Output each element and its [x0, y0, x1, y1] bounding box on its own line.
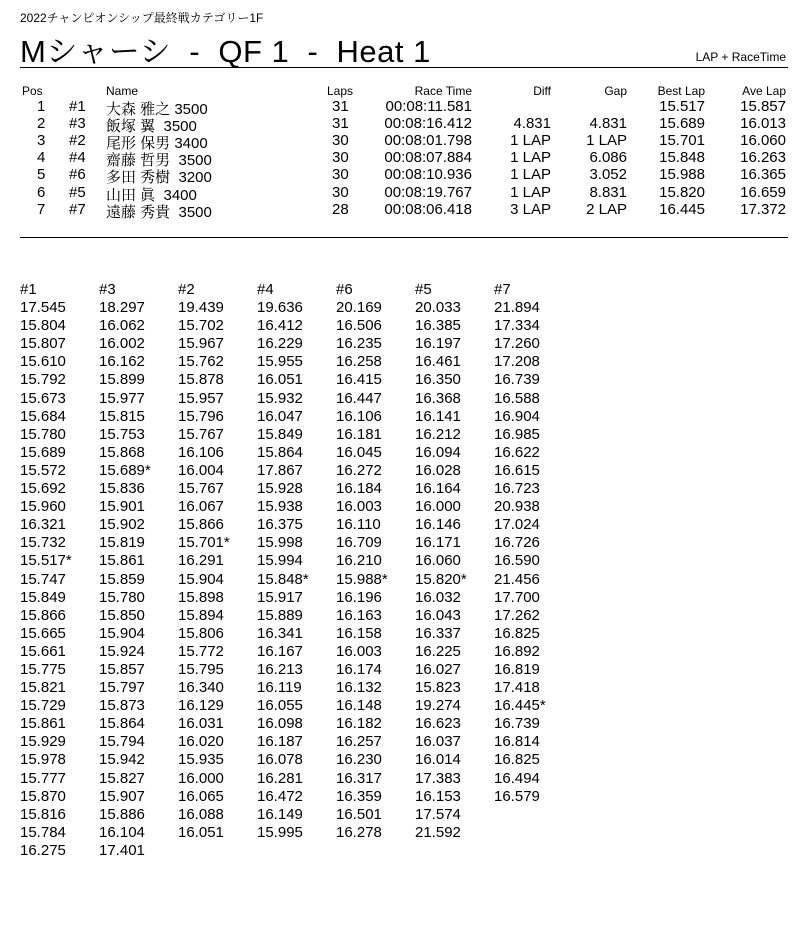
lap-time: 16.825: [494, 751, 540, 769]
driver-name-cell: 多田 秀樹 3200: [106, 169, 212, 187]
lap-time: 15.928: [257, 480, 303, 498]
lap-time: 15.899: [99, 371, 145, 389]
lap-time: 15.684: [20, 407, 66, 425]
lap-time: 16.043: [415, 606, 461, 624]
pos-cell: 7: [37, 200, 46, 218]
ave-lap-cell: 16.013: [740, 115, 786, 133]
lap-time: 16.002: [99, 335, 145, 353]
gap-cell: 2 LAP: [586, 200, 627, 218]
lap-time: 15.689: [20, 443, 66, 461]
lap-time: 16.148: [336, 697, 382, 715]
best-lap-cell: 15.988: [659, 166, 705, 184]
col-pos: Pos: [22, 84, 43, 98]
lap-time: 16.212: [415, 425, 461, 443]
lap-column-header: #2: [178, 281, 195, 298]
lap-column: [257, 281, 309, 842]
lap-time: 16.229: [257, 335, 303, 353]
lap-time: 16.184: [336, 480, 382, 498]
ave-lap-cell: 16.365: [740, 166, 786, 184]
lap-time: 15.955: [257, 353, 303, 371]
race-time-cell: 00:08:19.767: [384, 183, 472, 201]
lap-time: 15.904: [99, 624, 145, 642]
lap-time: 15.960: [20, 498, 66, 516]
lap-time: 15.806: [178, 624, 224, 642]
lap-time: 16.153: [415, 787, 461, 805]
lap-time: 16.415: [336, 371, 382, 389]
lap-column: [415, 281, 467, 842]
lap-time: 16.622: [494, 443, 540, 461]
diff-cell: 1 LAP: [510, 166, 551, 184]
lap-time: 17.418: [494, 679, 540, 697]
lap-time: 16.892: [494, 642, 540, 660]
lap-time: 16.291: [178, 552, 224, 570]
lap-time: 16.067: [178, 498, 224, 516]
lap-time: 16.615: [494, 461, 540, 479]
laps-cell: 30: [332, 166, 349, 184]
car-number-cell: #3: [69, 115, 86, 133]
lap-time: 15.777: [20, 769, 66, 787]
car-number-cell: #1: [69, 98, 86, 115]
lap-time: 16.506: [336, 317, 382, 335]
lap-time: 16.494: [494, 769, 540, 787]
lap-time: 16.501: [336, 805, 382, 823]
lap-time: 16.230: [336, 751, 382, 769]
lap-time: 15.775: [20, 660, 66, 678]
ave-lap-cell: 16.263: [740, 149, 786, 167]
lap-time: 15.898: [178, 588, 224, 606]
gap-cell: 3.052: [589, 166, 627, 184]
lap-time: 17.262: [494, 606, 540, 624]
lap-time: 16.814: [494, 733, 540, 751]
lap-time: 16.278: [336, 823, 382, 841]
lap-time: 15.795: [178, 660, 224, 678]
lap-time: 16.167: [257, 642, 303, 660]
lap-time: 16.321: [20, 516, 66, 534]
lap-time: 16.098: [257, 715, 303, 733]
lap-time: 15.796: [178, 407, 224, 425]
lap-time: 16.060: [415, 552, 461, 570]
lap-time: 16.709: [336, 534, 382, 552]
lap-time: 15.849: [257, 425, 303, 443]
lap-time: 15.864: [99, 715, 145, 733]
lap-column: [20, 281, 72, 860]
car-number-cell: #4: [69, 149, 86, 167]
col-ave-lap: Ave Lap: [742, 84, 786, 98]
lap-time: 15.932: [257, 389, 303, 407]
lap-time: 15.978: [20, 751, 66, 769]
best-lap-cell: 15.517: [659, 98, 705, 115]
lap-time: 15.907: [99, 787, 145, 805]
lap-time: 15.868: [99, 443, 145, 461]
driver-name-cell: 大森 雅之 3500: [106, 101, 208, 118]
lap-time: 16.350: [415, 371, 461, 389]
lap-time: 16.032: [415, 588, 461, 606]
pos-cell: 6: [37, 183, 46, 201]
lap-time: 15.701*: [178, 534, 230, 552]
lap-time: 17.401: [99, 841, 145, 859]
gap-cell: 6.086: [589, 149, 627, 167]
lap-time: 15.517*: [20, 552, 72, 570]
lap-time: 20.938: [494, 498, 540, 516]
lap-time: 15.904: [178, 570, 224, 588]
lap-time: 15.889: [257, 606, 303, 624]
lap-time: 20.033: [415, 299, 461, 317]
lap-time: 15.861: [20, 715, 66, 733]
lap-column-header: #6: [336, 281, 353, 298]
lap-time: 19.439: [178, 299, 224, 317]
lap-column: [99, 281, 151, 860]
diff-cell: 3 LAP: [510, 200, 551, 218]
lap-time: 15.938: [257, 498, 303, 516]
lap-time: 16.003: [336, 498, 382, 516]
lap-time: 15.804: [20, 317, 66, 335]
lap-time: 15.957: [178, 389, 224, 407]
lap-time: 16.375: [257, 516, 303, 534]
lap-time: 20.169: [336, 299, 382, 317]
lap-time: 16.904: [494, 407, 540, 425]
lap-time: 17.024: [494, 516, 540, 534]
lap-time: 16.104: [99, 823, 145, 841]
col-best-lap: Best Lap: [657, 84, 705, 98]
lap-time: 16.158: [336, 624, 382, 642]
race-time-cell: 00:08:11.581: [385, 98, 472, 115]
lap-time: 16.031: [178, 715, 224, 733]
pos-cell: 4: [37, 149, 46, 167]
lap-time: 15.850: [99, 606, 145, 624]
lap-time: 17.208: [494, 353, 540, 371]
lap-time: 16.359: [336, 787, 382, 805]
race-time-cell: 00:08:07.884: [384, 149, 472, 167]
page-title: Mシャーシ - QF 1 - Heat 1: [20, 34, 431, 69]
lap-time: 15.994: [257, 552, 303, 570]
lap-time: 21.592: [415, 823, 461, 841]
lap-time: 15.762: [178, 353, 224, 371]
lap-time: 16.447: [336, 389, 382, 407]
lap-time: 21.894: [494, 299, 540, 317]
lap-time: 15.794: [99, 733, 145, 751]
lap-time: 16.340: [178, 679, 224, 697]
lap-time: 15.661: [20, 642, 66, 660]
lap-time: 16.000: [178, 769, 224, 787]
lap-time: 15.929: [20, 733, 66, 751]
lap-time: 15.995: [257, 823, 303, 841]
lap-time: 16.258: [336, 353, 382, 371]
lap-time: 15.673: [20, 389, 66, 407]
lap-time: 15.820*: [415, 570, 467, 588]
lap-time: 15.780: [20, 425, 66, 443]
ave-lap-cell: 15.857: [740, 98, 786, 115]
lap-time: 15.816: [20, 805, 66, 823]
lap-time: 16.275: [20, 841, 66, 859]
format-label: LAP + RaceTime: [695, 50, 786, 64]
lap-time: 16.187: [257, 733, 303, 751]
diff-cell: 1 LAP: [510, 149, 551, 167]
lap-time: 16.723: [494, 480, 540, 498]
laps-cell: 30: [332, 132, 349, 150]
lap-time: 16.588: [494, 389, 540, 407]
lap-time: 17.867: [257, 461, 303, 479]
lap-column-header: #5: [415, 281, 432, 298]
ave-lap-cell: 16.659: [740, 183, 786, 201]
lap-time: 15.967: [178, 335, 224, 353]
car-number-cell: #6: [69, 166, 86, 184]
driver-name-cell: 遠藤 秀貴 3500: [106, 203, 212, 221]
lap-time: 16.257: [336, 733, 382, 751]
lap-column-header: #7: [494, 281, 511, 298]
lap-time: 16.094: [415, 443, 461, 461]
lap-time: 15.797: [99, 679, 145, 697]
lap-time: 16.027: [415, 660, 461, 678]
lap-time: 15.572: [20, 461, 66, 479]
pos-cell: 3: [37, 132, 46, 150]
lap-time: 16.146: [415, 516, 461, 534]
lap-time: 16.368: [415, 389, 461, 407]
lap-time: 16.045: [336, 443, 382, 461]
lap-time: 17.574: [415, 805, 461, 823]
lap-time: 16.028: [415, 461, 461, 479]
gap-cell: 4.831: [589, 115, 627, 133]
lap-time: 19.274: [415, 697, 461, 715]
col-laps: Laps: [327, 84, 354, 98]
lap-time: 15.977: [99, 389, 145, 407]
page-subtitle: 2022チャンピオンシップ最終戦カテゴリー1F: [20, 11, 264, 25]
lap-time: 15.780: [99, 588, 145, 606]
lap-time: 15.848*: [257, 570, 309, 588]
lap-time: 15.849: [20, 588, 66, 606]
lap-column-header: #4: [257, 281, 274, 298]
lap-time: 15.665: [20, 624, 66, 642]
lap-time: 16.739: [494, 371, 540, 389]
lap-time: 16.337: [415, 624, 461, 642]
lap-time: 16.182: [336, 715, 382, 733]
lap-time: 15.821: [20, 679, 66, 697]
lap-time: 15.610: [20, 353, 66, 371]
pos-cell: 2: [37, 115, 46, 133]
lap-time: 16.047: [257, 407, 303, 425]
driver-name-cell: 飯塚 翼 3500: [106, 118, 197, 136]
car-number-cell: #2: [69, 132, 86, 150]
race-time-cell: 00:08:10.936: [384, 166, 472, 184]
car-number-cell: #7: [69, 200, 86, 218]
lap-time: 15.784: [20, 823, 66, 841]
lap-time: 16.000: [415, 498, 461, 516]
lap-time: 16.825: [494, 624, 540, 642]
lap-time: 15.792: [20, 371, 66, 389]
laps-cell: 31: [332, 115, 349, 133]
lap-time: 17.260: [494, 335, 540, 353]
driver-name-cell: 齋藤 哲男 3500: [106, 152, 212, 170]
lap-time: 15.729: [20, 697, 66, 715]
lap-time: 15.988*: [336, 570, 388, 588]
lap-time: 16.162: [99, 353, 145, 371]
lap-time: 16.174: [336, 660, 382, 678]
lap-time: 16.317: [336, 769, 382, 787]
lap-time: 16.726: [494, 534, 540, 552]
lap-time: 17.700: [494, 588, 540, 606]
lap-time: 15.866: [178, 516, 224, 534]
lap-time: 15.935: [178, 751, 224, 769]
lap-time: 16.119: [257, 679, 302, 697]
lap-time: 16.445*: [494, 697, 546, 715]
lap-column: [494, 281, 546, 806]
ave-lap-cell: 17.372: [740, 200, 786, 218]
lap-time: 16.141: [415, 407, 461, 425]
lap-time: 16.003: [336, 642, 382, 660]
driver-name-cell: 尾形 保男 3400: [106, 135, 208, 153]
lap-time: 15.917: [257, 588, 303, 606]
lap-time: 16.088: [178, 805, 224, 823]
best-lap-cell: 15.701: [659, 132, 705, 150]
col-race-time: Race Time: [414, 84, 472, 98]
lap-time: 16.037: [415, 733, 461, 751]
lap-time: 16.235: [336, 335, 382, 353]
lap-time: 19.636: [257, 299, 303, 317]
lap-time: 15.942: [99, 751, 145, 769]
lap-time: 16.412: [257, 317, 303, 335]
lap-time: 16.062: [99, 317, 145, 335]
lap-time: 16.590: [494, 552, 540, 570]
driver-name-cell: 山田 眞 3400: [106, 186, 197, 204]
best-lap-cell: 15.848: [659, 149, 705, 167]
diff-cell: 4.831: [513, 115, 551, 133]
lap-time: 16.014: [415, 751, 461, 769]
lap-time: 16.020: [178, 733, 224, 751]
laps-cell: 31: [332, 98, 349, 115]
diff-cell: 1 LAP: [510, 183, 551, 201]
lap-time: 15.901: [99, 498, 145, 516]
lap-time: 16.579: [494, 787, 540, 805]
pos-cell: 1: [37, 98, 46, 115]
lap-time: 17.334: [494, 317, 540, 335]
race-time-cell: 00:08:01.798: [384, 132, 472, 150]
lap-time: 16.197: [415, 335, 461, 353]
bottom-rule: [20, 237, 788, 238]
diff-cell: 1 LAP: [510, 132, 551, 150]
lap-time: 15.819: [99, 534, 145, 552]
lap-time: 15.924: [99, 642, 145, 660]
lap-time: 15.878: [178, 371, 224, 389]
lap-time: 15.702: [178, 317, 224, 335]
lap-time: 16.225: [415, 642, 461, 660]
lap-time: 16.181: [336, 425, 382, 443]
lap-time: 16.051: [178, 823, 224, 841]
lap-time: 15.753: [99, 425, 145, 443]
lap-time: 15.807: [20, 335, 66, 353]
lap-time: 15.767: [178, 425, 224, 443]
lap-time: 18.297: [99, 299, 145, 317]
lap-time: 16.739: [494, 715, 540, 733]
lap-column-header: #3: [99, 281, 116, 298]
lap-time: 16.281: [257, 769, 303, 787]
lap-time: 16.461: [415, 353, 461, 371]
lap-time: 16.149: [257, 805, 303, 823]
lap-time: 16.164: [415, 480, 461, 498]
lap-time: 16.110: [336, 516, 381, 534]
gap-cell: 8.831: [589, 183, 627, 201]
best-lap-cell: 16.445: [659, 200, 705, 218]
lap-time: 16.004: [178, 461, 224, 479]
lap-time: 16.078: [257, 751, 303, 769]
lap-time: 16.472: [257, 787, 303, 805]
lap-time: 16.623: [415, 715, 461, 733]
lap-time: 16.171: [415, 534, 461, 552]
lap-time: 16.055: [257, 697, 303, 715]
best-lap-cell: 15.820: [659, 183, 705, 201]
lap-time: 16.985: [494, 425, 540, 443]
lap-time: 15.772: [178, 642, 224, 660]
lap-time: 16.272: [336, 461, 382, 479]
lap-time: 15.861: [99, 552, 145, 570]
lap-time: 16.132: [336, 679, 382, 697]
best-lap-cell: 15.689: [659, 115, 705, 133]
lap-time: 15.689*: [99, 461, 151, 479]
lap-time: 15.857: [99, 660, 145, 678]
lap-time: 15.747: [20, 570, 66, 588]
lap-time: 16.341: [257, 624, 303, 642]
lap-time: 16.163: [336, 606, 382, 624]
lap-time: 15.870: [20, 787, 66, 805]
lap-time: 15.902: [99, 516, 145, 534]
lap-column-header: #1: [20, 281, 37, 298]
race-time-cell: 00:08:06.418: [384, 200, 472, 218]
lap-time: 16.065: [178, 787, 224, 805]
laps-cell: 30: [332, 149, 349, 167]
laps-cell: 28: [332, 200, 349, 218]
col-gap: Gap: [604, 84, 627, 98]
lap-time: 15.767: [178, 480, 224, 498]
lap-time: 15.836: [99, 480, 145, 498]
lap-time: 15.827: [99, 769, 145, 787]
lap-time: 17.545: [20, 299, 66, 317]
lap-time: 15.823: [415, 679, 461, 697]
lap-time: 15.815: [99, 407, 145, 425]
lap-time: 16.385: [415, 317, 461, 335]
gap-cell: 1 LAP: [586, 132, 627, 150]
lap-time: 15.692: [20, 480, 66, 498]
lap-time: 15.859: [99, 570, 145, 588]
lap-column: [336, 281, 388, 842]
col-name: Name: [106, 84, 139, 98]
lap-column: [178, 281, 230, 842]
lap-time: 16.129: [178, 697, 224, 715]
ave-lap-cell: 16.060: [740, 132, 786, 150]
lap-time: 16.106: [336, 407, 382, 425]
lap-time: 16.106: [178, 443, 224, 461]
col-diff: Diff: [533, 84, 551, 98]
lap-time: 16.213: [257, 660, 303, 678]
lap-time: 15.894: [178, 606, 224, 624]
lap-time: 16.819: [494, 660, 540, 678]
lap-time: 17.383: [415, 769, 461, 787]
lap-time: 15.886: [99, 805, 145, 823]
lap-time: 15.866: [20, 606, 66, 624]
car-number-cell: #5: [69, 183, 86, 201]
lap-time: 16.196: [336, 588, 382, 606]
lap-time: 15.998: [257, 534, 303, 552]
lap-time: 16.210: [336, 552, 382, 570]
lap-time: 15.732: [20, 534, 66, 552]
pos-cell: 5: [37, 166, 46, 184]
lap-time: 16.051: [257, 371, 303, 389]
laps-cell: 30: [332, 183, 349, 201]
top-rule: [20, 67, 788, 68]
lap-time: 15.864: [257, 443, 303, 461]
race-time-cell: 00:08:16.412: [384, 115, 472, 133]
lap-time: 15.873: [99, 697, 145, 715]
lap-time: 21.456: [494, 570, 540, 588]
